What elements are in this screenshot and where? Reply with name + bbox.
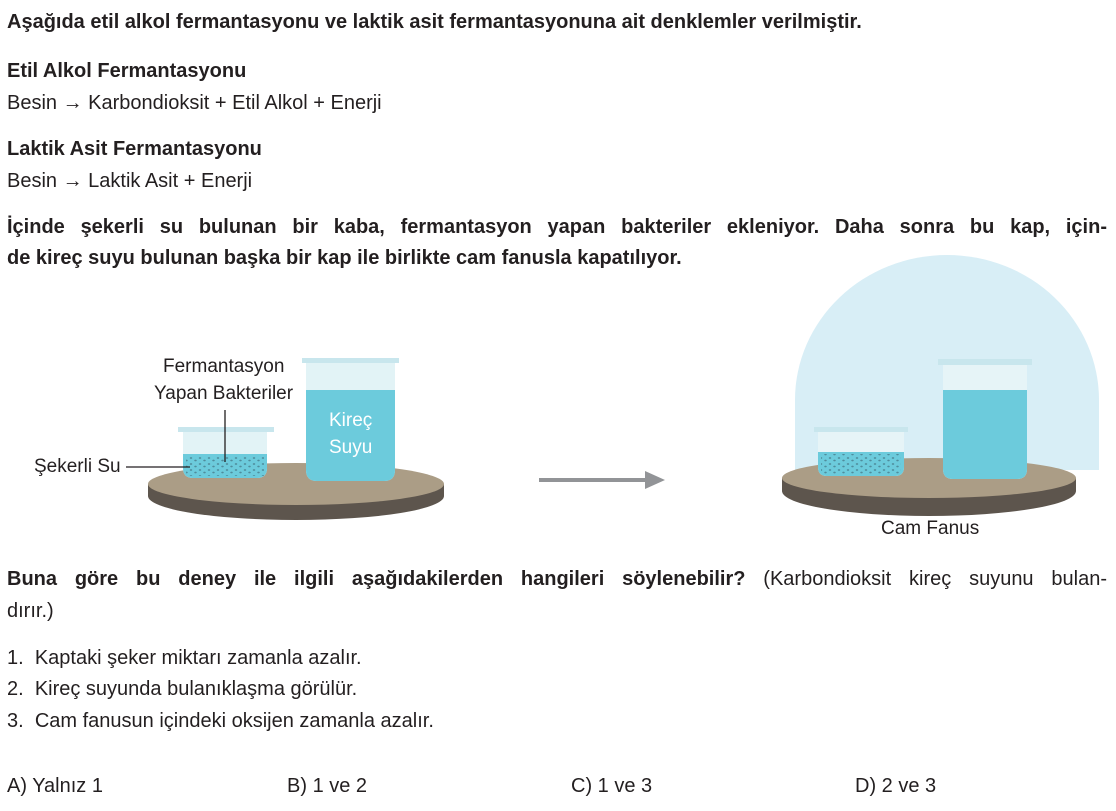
intro-text: Aşağıda etil alkol fermantasyonu ve laktik asit fermantasyonuna ait denklemler verilmiştir.: [7, 11, 862, 33]
option-label: D): [855, 775, 877, 797]
statement-3: [7, 709, 434, 733]
option-label: B): [287, 775, 307, 797]
process-arrow: [539, 471, 665, 489]
statement-text: Kireç suyunda bulanıklaşma görülür.: [34, 678, 358, 700]
option-label: C): [571, 775, 593, 797]
statement-2: [7, 677, 357, 701]
sugar-water-beaker: [178, 427, 274, 478]
option-text: 2 ve 3: [881, 775, 937, 797]
sugar-water-beaker-covered: [814, 427, 908, 476]
statement-text: Kaptaki şeker miktarı zamanla azalır.: [34, 647, 362, 669]
lactic-fermentation-title: Laktik Asit Fermantasyonu: [7, 138, 262, 160]
question-bold: Buna göre bu deney ile ilgili aşağıdakilerden hangileri söylenebilir?: [7, 568, 746, 590]
lactic-fermentation-equation: Besin → Laktik Asit + Enerji: [7, 170, 253, 192]
bell-jar-label: Cam Fanus: [881, 518, 980, 539]
sugar-water-label: Şekerli Su: [34, 456, 121, 477]
option-c[interactable]: [571, 774, 652, 798]
option-label: A): [7, 775, 27, 797]
statement-number: 2.: [7, 678, 24, 700]
option-d[interactable]: [855, 774, 936, 798]
statement-number: 1.: [7, 647, 24, 669]
bacteria-label-line-2: Yapan Bakteriler: [154, 383, 294, 404]
question-line-2: dırır.): [7, 600, 54, 622]
setup-text-line-2: de kireç suyu bulunan başka bir kap ile birlikte cam fanusla kapatılıyor.: [7, 247, 682, 269]
option-text: Yalnız 1: [32, 775, 103, 797]
limewater-beaker-covered: [938, 359, 1032, 479]
ethyl-fermentation-equation: Besin → Karbondioksit + Etil Alkol + Enerji: [7, 92, 382, 114]
statement-text: Cam fanusun içindeki oksijen zamanla azalır.: [34, 710, 434, 732]
option-a[interactable]: [7, 774, 103, 798]
bacteria-label-line-1: Fermantasyon: [163, 356, 285, 377]
limewater-label-line-2: Suyu: [329, 437, 373, 458]
limewater-label-line-1: Kireç: [329, 410, 373, 431]
ethyl-fermentation-title: Etil Alkol Fermantasyonu: [7, 60, 247, 82]
setup-text-line-1: İçinde şekerli su bulunan bir kaba, fermantasyon yapan bakteriler ekleniyor. Daha sonra bu kap, için-: [7, 216, 1107, 238]
option-b[interactable]: [287, 774, 367, 798]
statement-number: 3.: [7, 710, 24, 732]
option-text: 1 ve 3: [597, 775, 653, 797]
question-normal: (Karbondioksit kireç suyunu bulan-: [745, 568, 1107, 590]
statement-1: [7, 646, 362, 670]
question-line-1: [7, 567, 1107, 591]
option-text: 1 ve 2: [312, 775, 368, 797]
